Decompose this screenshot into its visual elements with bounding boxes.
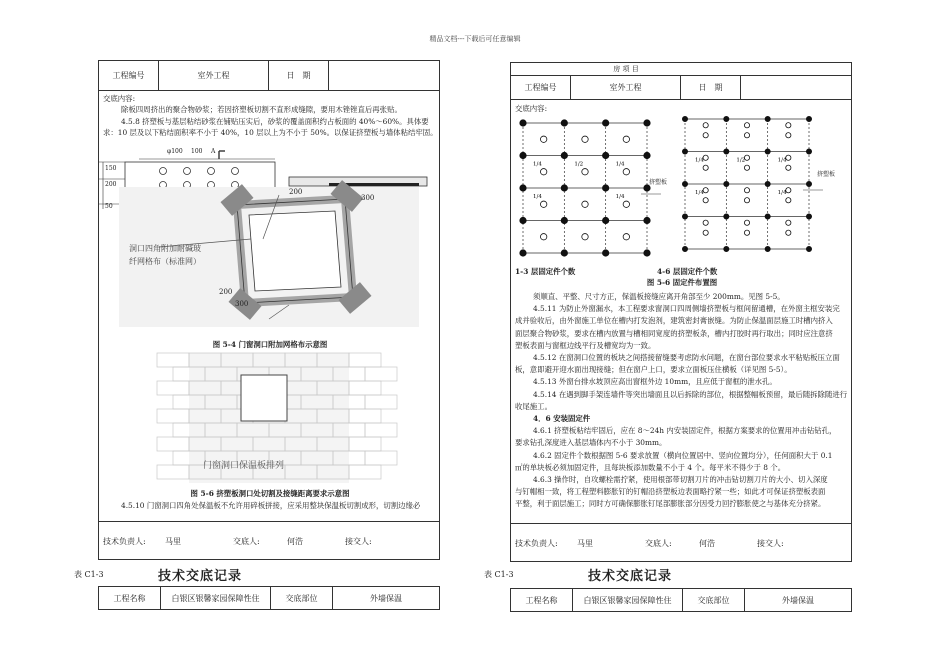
- right-line: 4.5.12 在窗洞口位置的板块之间搭接留缝要考虑防水问题，在窗台部位要求水平粘贴板压立面: [533, 353, 840, 362]
- right-bottom-c3: 交底部位: [683, 589, 745, 611]
- board-label-a: 挤塑板: [649, 179, 668, 186]
- fixing-point: [724, 149, 729, 154]
- left-head-c3: 日 期: [269, 61, 329, 90]
- left-p1: 除板四周挤出的聚合物砂浆；若因挤塑板切割不直形成缝隙，要用木锉锉直后再张贴。: [121, 105, 402, 114]
- right-line: 成并验收后，由外窗施工单位在槽内打发泡剂，建筑密封膏嵌缝。为防止保温面层施工时槽内挤入: [515, 316, 833, 326]
- fixing-point: [765, 214, 770, 219]
- left-bottom-c2: 白银区银馨家园保障性住: [161, 587, 271, 609]
- left-bottom-c4: 外墙保温: [370, 593, 402, 603]
- right-sign-row: [511, 523, 851, 563]
- brick: [349, 353, 381, 367]
- fixing-point: [786, 123, 791, 128]
- right-bottom-c2: 白银区银馨家园保障性住: [573, 589, 683, 611]
- fixing-point: [703, 133, 708, 138]
- fixings-diagram-1-3: [517, 119, 657, 264]
- right-sign-l2: 交底人:: [645, 539, 672, 548]
- dim-300-top: 300: [361, 194, 375, 202]
- right-title: 技术交底记录: [588, 569, 673, 584]
- grid-fraction-label: 1/4: [533, 194, 542, 200]
- fixing-point: [602, 250, 608, 256]
- fixing-point: [786, 220, 791, 225]
- left-header-row: [99, 61, 439, 91]
- mesh-label-l1: 洞口四角附加耐碱玻: [129, 244, 201, 253]
- dim-50: 50: [105, 203, 113, 210]
- grid-fraction-label: 1/2: [574, 161, 584, 168]
- header-note: 精品文档---下载后可任意编辑: [429, 35, 521, 43]
- fixing-point: [520, 250, 526, 256]
- brick: [349, 437, 381, 451]
- fixing-point: [561, 250, 567, 256]
- fixing-point: [561, 120, 567, 126]
- fixing-point: [786, 230, 791, 235]
- left-sign-l3: 接交人:: [345, 537, 372, 546]
- brick: [349, 381, 381, 395]
- right-line: 4.6.3 操作时，自攻螺栓需拧紧，使用根部带切割刀片的冲击钻切割刀片的大小、切入深度: [533, 475, 828, 484]
- fixing-point: [561, 217, 567, 223]
- left-head-c2: 室外工程: [159, 61, 269, 90]
- fixing-point: [786, 133, 791, 138]
- fixing-point: [644, 250, 650, 256]
- brick: [365, 367, 397, 381]
- left-bottom-c3: 交底部位: [271, 587, 333, 609]
- right-head-c1: 工程编号: [511, 76, 571, 99]
- fixing-point: [744, 123, 749, 128]
- fixing-point: [682, 214, 687, 219]
- fixing-point: [724, 246, 729, 251]
- fixing-point: [724, 214, 729, 219]
- right-bottom-c1: 工程名称: [511, 589, 573, 611]
- fixing-point: [765, 181, 770, 186]
- fixing-point: [520, 217, 526, 223]
- grid-fraction-label: 1/4: [615, 161, 625, 168]
- right-line: ㎡的单块板必须加固定件，且每块板添加数量不小于 4 个。每平米不得少于 8 个。: [515, 462, 786, 472]
- fixing-point: [623, 234, 629, 240]
- fixing-point: [623, 169, 629, 175]
- fixing-point: [520, 152, 526, 158]
- fixing-point: [602, 185, 608, 191]
- right-head-c3: 日 期: [681, 76, 741, 99]
- fixing-point: [644, 120, 650, 126]
- fixing-point: [703, 165, 708, 170]
- left-p2a: 4.5.8 挤塑板与基层粘结砂浆在铺贴压实后，砂浆的覆盖面积约占板面的 40%～60%。具体要: [121, 117, 429, 126]
- fixing-point: [682, 149, 687, 154]
- right-line: 4.6.2 固定件个数根据图 5-6 要求放置（横向位置居中、竖向位置均分），任何面积大于 0.1: [533, 450, 833, 460]
- brick: [157, 381, 189, 395]
- fixing-point: [744, 165, 749, 170]
- fixing-point: [682, 246, 687, 251]
- grid-fraction-label: 1/4: [695, 157, 704, 164]
- fixing-point: [806, 181, 811, 186]
- grid-fraction-label: 1/4: [695, 190, 704, 196]
- fixing-point: [682, 116, 687, 121]
- fixing-point: [765, 246, 770, 251]
- right-sign-v2: 何浩: [699, 539, 715, 548]
- fixing-point: [806, 246, 811, 251]
- grid-fraction-label: 1/4: [615, 194, 625, 200]
- label-1-3: 1-3 层固定件个数: [515, 267, 576, 276]
- fixing-point: [744, 188, 749, 193]
- grid-fraction-label: 1/4: [533, 161, 542, 168]
- left-sheet: [98, 60, 440, 560]
- fixing-point: [744, 220, 749, 225]
- dim-200-bot: 200: [219, 288, 233, 296]
- right-line: 塑板表面与窗框边线平行及槽宽均为一致。: [515, 340, 656, 350]
- fixing-point: [540, 169, 546, 175]
- right-head-top-empty: [511, 63, 571, 75]
- fixing-point: [540, 136, 546, 142]
- fixing-point: [520, 120, 526, 126]
- left-p2b: 求：10 层及以下粘结面积率不小于 40%，10 层以上为不小于 50%。以保证挤塑板与墙体粘结牢固。: [103, 128, 438, 137]
- fixing-point: [744, 198, 749, 203]
- left-sign-v1: 马里: [165, 537, 181, 546]
- right-line: 与钉帽相一致，将工程塑料膨胀钉的钉帽沿挤塑板边表面略拧紧一些；如此才可保证挤塑板表面: [515, 487, 826, 497]
- fixing-point: [806, 214, 811, 219]
- brick: [365, 423, 397, 437]
- brick: [157, 465, 189, 479]
- brick: [349, 409, 381, 423]
- right-line: 面层聚合物砂浆，要求在槽内放置与槽相同宽度的挤塑板条，槽内打胶时再行取出；同时应注意挤: [515, 328, 833, 338]
- right-sign-l1: 技术负责人:: [515, 539, 558, 548]
- right-line: 收尾施工。: [515, 401, 552, 411]
- brick: [157, 437, 189, 451]
- fixing-point: [582, 169, 588, 175]
- right-line: 4.6.1 挤塑板粘结牢固后，应在 8～24h 内安装固定件，根据方案要求的位置用冲击钻钻孔，: [533, 426, 837, 436]
- right-bottom-table: [510, 588, 852, 612]
- right-header-top: [511, 63, 851, 76]
- fixing-point: [724, 181, 729, 186]
- fixing-point: [703, 123, 708, 128]
- fixing-point: [765, 149, 770, 154]
- caption-fig-5-6-left: 图 5-6 挤塑板洞口处切割及接缝距离要求示意图: [190, 489, 350, 498]
- fixing-point: [644, 217, 650, 223]
- right-line: 4.5.11 为防止外窗漏水，本工程要求窗洞口四周侧墙挤塑板与框间留通槽，在外窗主框安装完: [533, 304, 840, 314]
- dim-300-bot: 300: [235, 300, 249, 308]
- brick: [349, 465, 381, 479]
- fixing-point: [806, 149, 811, 154]
- brick: [157, 409, 189, 423]
- fixing-point: [602, 217, 608, 223]
- right-head-c2: 室外工程: [571, 76, 681, 99]
- fixing-point: [703, 198, 708, 203]
- fixing-point: [561, 152, 567, 158]
- right-bottom-c4: 外墙保温: [782, 595, 814, 605]
- board-label-b: 挤塑板: [817, 171, 836, 178]
- dim-150: 150: [105, 165, 117, 172]
- fixing-point: [602, 152, 608, 158]
- dim-200-top: 200: [289, 188, 303, 196]
- right-intro-label: 交底内容:: [515, 104, 548, 113]
- right-head-top-label: 房 项 目: [613, 65, 639, 73]
- fixing-point: [623, 136, 629, 142]
- left-head-c4: [329, 61, 439, 90]
- fixing-point: [744, 230, 749, 235]
- left-bottom-c1: 工程名称: [99, 587, 161, 609]
- left-sign-v2: 何浩: [287, 537, 303, 546]
- left-bottom-table: [98, 586, 440, 610]
- right-line: 4.5.13 外窗台排水坡顶应高出窗框外边 10mm，且应低于窗框的泄水孔。: [533, 377, 777, 387]
- fixing-point: [602, 120, 608, 126]
- right-line: 平整，利于面层施工；同时方可确保膨胀钉尾部膨胀部分因受力回拧膨胀使之与基体充分挤紧。: [515, 499, 826, 509]
- fixing-point: [786, 165, 791, 170]
- dim-200v: 200: [105, 181, 117, 188]
- right-sign-v1: 马里: [577, 539, 593, 548]
- fixings-diagram-4-6: [679, 115, 824, 260]
- left-intro-label: 交底内容:: [103, 94, 136, 103]
- fixing-point: [786, 198, 791, 203]
- right-tab-no: 表 C1-3: [484, 570, 514, 579]
- caption-fig-5-6-right: 图 5-6 固定件布置图: [646, 278, 718, 287]
- caption-fig-5-4: 图 5-4 门窗洞口附加网格布示意图: [212, 340, 328, 349]
- fixing-point: [682, 181, 687, 186]
- right-header-row: [511, 76, 851, 100]
- brick: [365, 451, 397, 465]
- left-sign-row: [99, 521, 439, 561]
- left-sign-l1: 技术负责人:: [103, 537, 146, 546]
- dim-phi100: φ100: [167, 148, 183, 155]
- brick: [365, 395, 397, 409]
- left-sign-l2: 交底人:: [233, 537, 260, 546]
- right-line: 4．6 安装固定件: [533, 414, 591, 423]
- right-line: 板，意即避开迎水面出现接缝；但在窗户上口，要求立面板压住横板（详见图 5-5）。: [515, 365, 792, 375]
- fixing-point: [540, 234, 546, 240]
- fixing-point: [644, 152, 650, 158]
- label-4-6: 4-6 层固定件个数: [657, 267, 718, 276]
- left-head-c1: 工程编号: [99, 61, 159, 90]
- fixing-point: [540, 201, 546, 207]
- fixing-point: [744, 133, 749, 138]
- fixing-point: [765, 116, 770, 121]
- dim-100: 100: [191, 148, 203, 155]
- fixing-point: [582, 201, 588, 207]
- left-tab-no: 表 C1-3: [74, 570, 104, 579]
- left-title: 技术交底记录: [158, 569, 243, 584]
- fixing-point: [623, 201, 629, 207]
- fixing-point: [703, 220, 708, 225]
- right-sheet: [510, 62, 852, 562]
- dim-A: A: [211, 148, 216, 155]
- right-line: 须顺直、平整、尺寸方正，保温板接缝应离开角部至少 200mm。见图 5-5。: [533, 292, 785, 301]
- fixing-point: [520, 185, 526, 191]
- left-p3: 4.5.10 门窗洞口四角处保温板不允许用碎板拼接，应采用整块保温板切割成形，切割边缘必: [121, 501, 421, 510]
- grid-fraction-label: 1/4: [777, 190, 787, 196]
- brick-label: 门窗洞口保温板排列: [203, 461, 285, 471]
- fixing-point: [724, 116, 729, 121]
- right-line: 要求钻孔深度进入基层墙体内不小于 30mm。: [515, 438, 667, 448]
- grid-fraction-label: 1/2: [736, 157, 746, 164]
- right-sign-l3: 接交人:: [757, 539, 784, 548]
- fixing-point: [703, 230, 708, 235]
- fixing-point: [582, 136, 588, 142]
- mesh-label-l2: 纤网格布（标准网）: [129, 257, 201, 266]
- fixing-point: [561, 185, 567, 191]
- right-line: 4.5.14 在遇到脚手架连墙件等突出墙面且以后拆除的部位，根据整幅板预留，最后随拆除随进行: [533, 389, 848, 399]
- fixing-point: [582, 234, 588, 240]
- brick: [157, 353, 189, 367]
- window-opening: [241, 375, 287, 421]
- grid-fraction-label: 1/4: [777, 157, 787, 164]
- right-head-c4: [741, 76, 851, 99]
- fixing-point: [806, 116, 811, 121]
